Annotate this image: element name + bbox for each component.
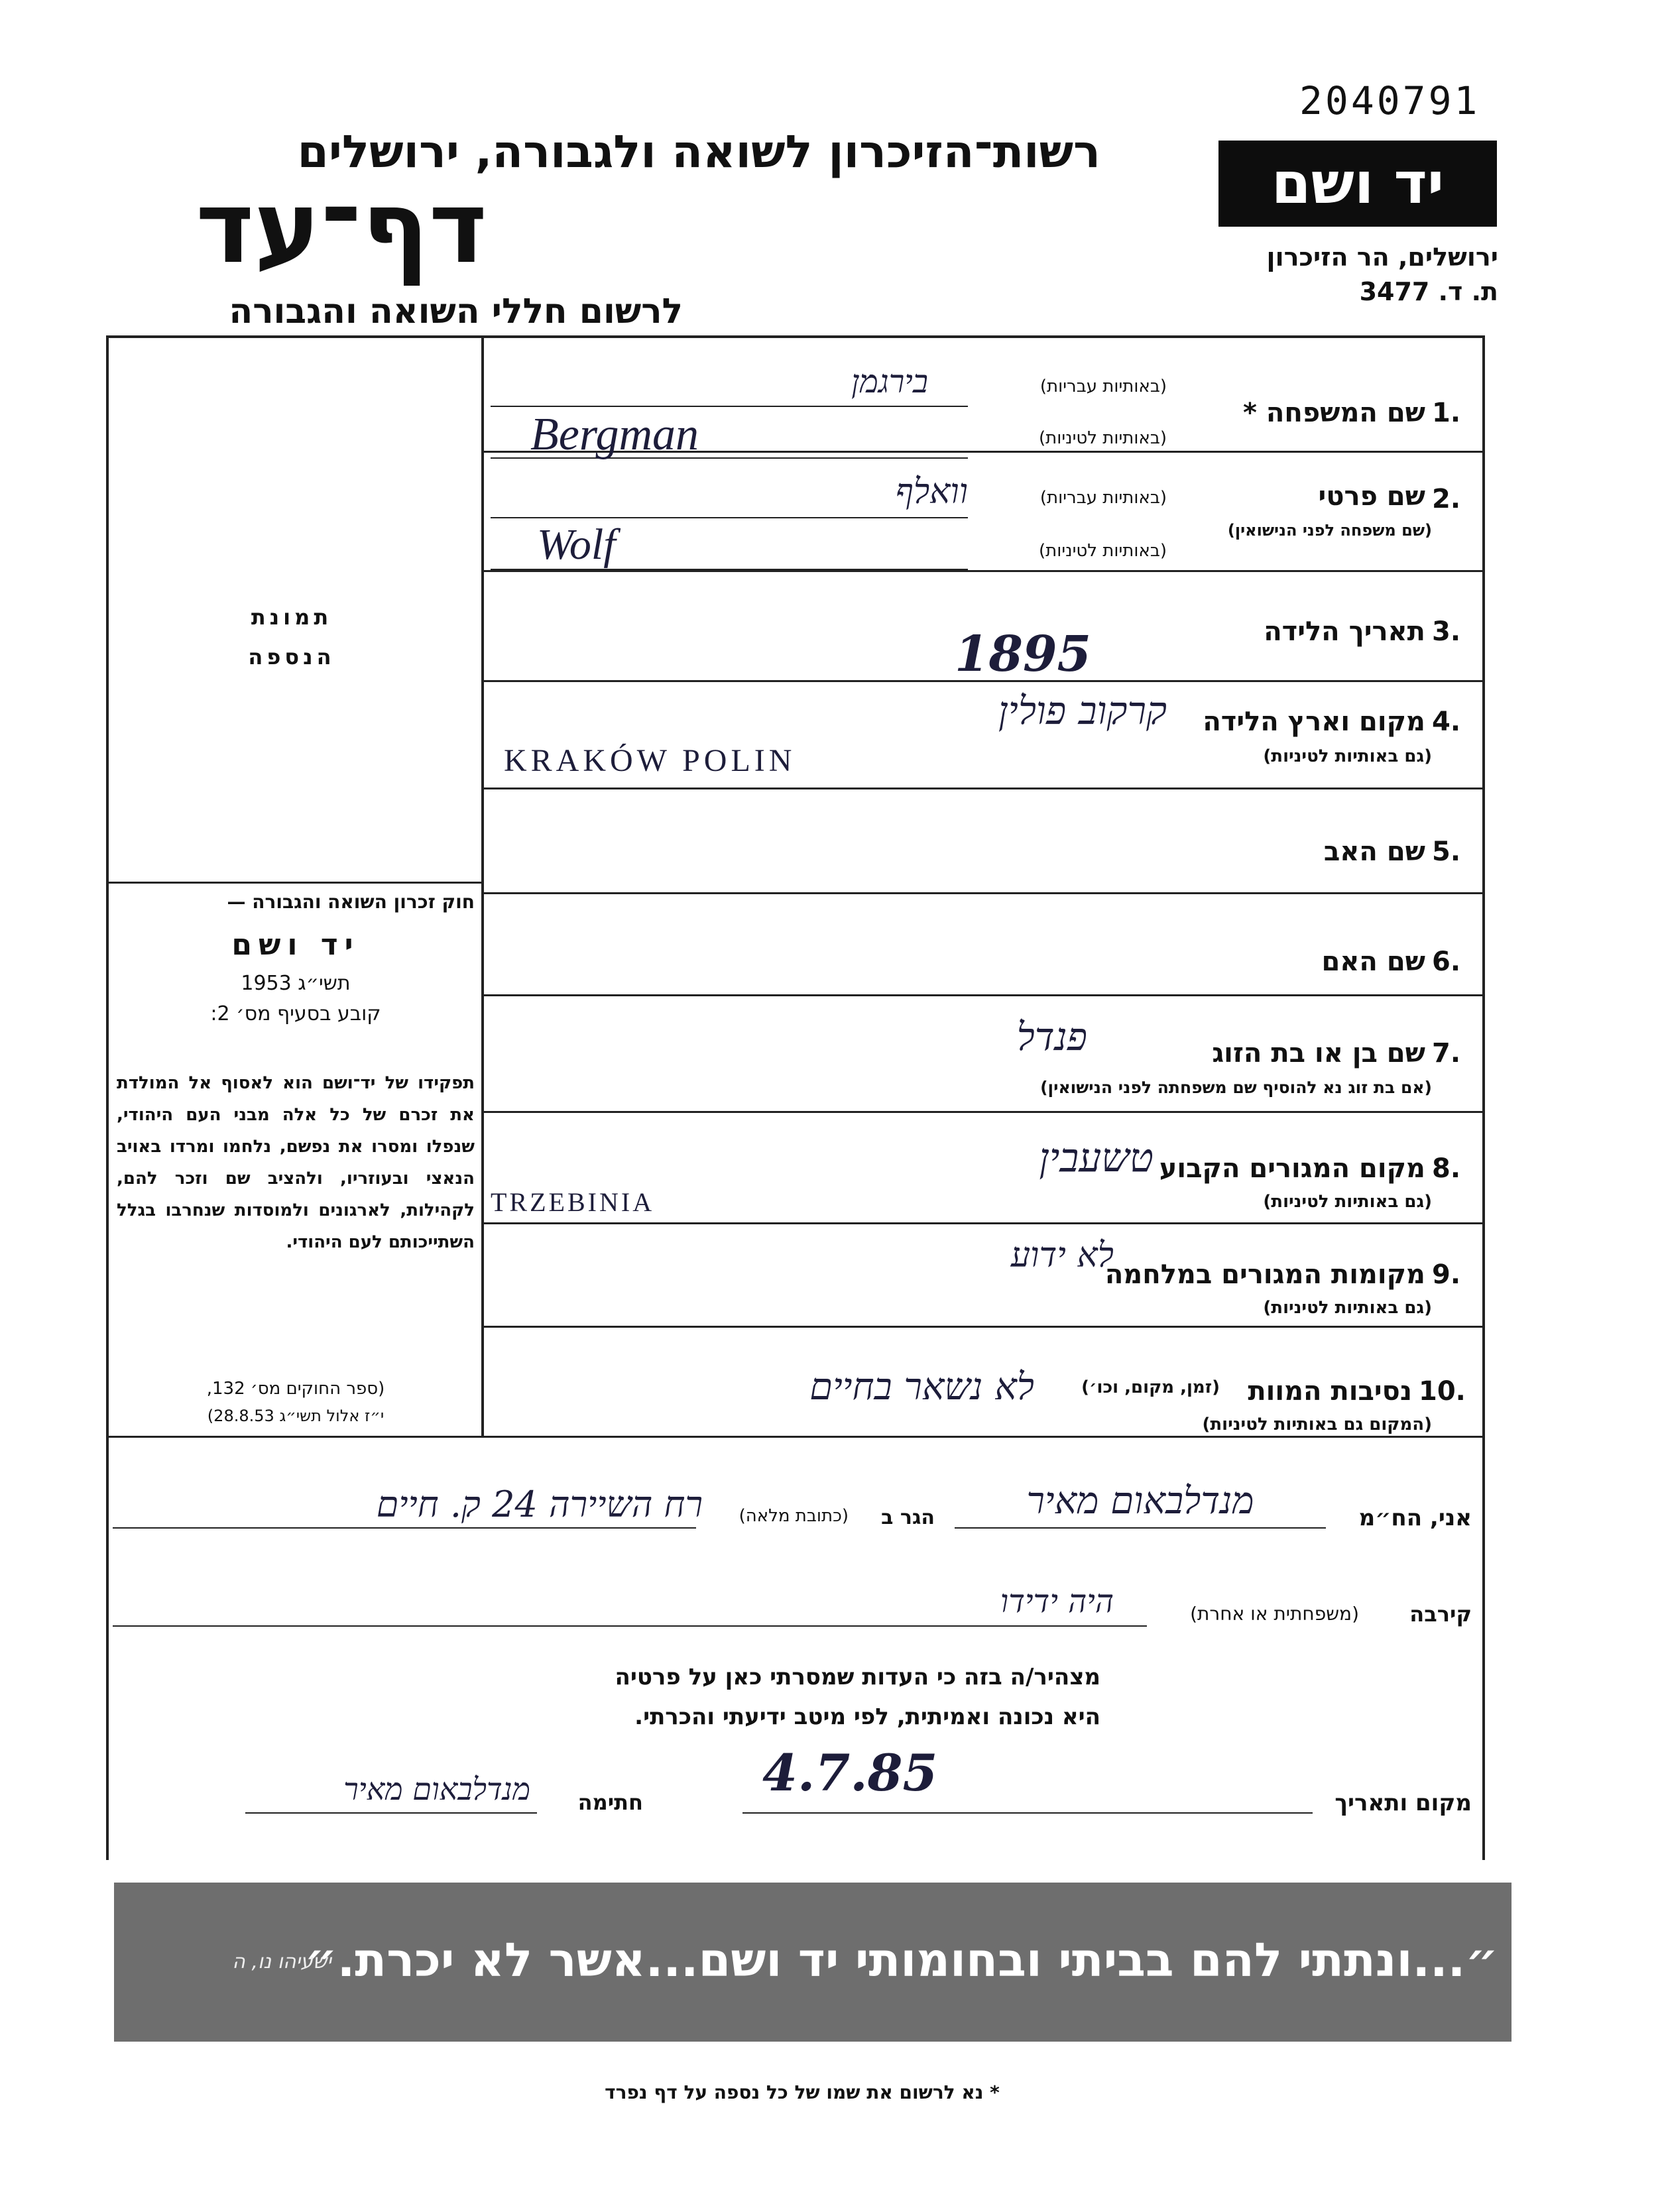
- law-text: תפקידו של יד־ושם הוא לאסוף אל המולדת את זכרם של כל אלה מבני העם היהודי, שנפלו ומסרו את נפשם, נלחמו ומרדו באויב הנאצי ובעוזריו, ולהציב שם וזכר להם, לקהילות, לארגונים ולמוסדות שנחרבו בגלל השתייכותם לעם היהודי.: [117, 1073, 475, 1252]
- field-4-sub: (גם באותיות לטיניות): [1263, 746, 1432, 766]
- place-date-label: מקום ותאריך: [1334, 1790, 1472, 1816]
- verse-text: ״...ונתתי להם בביתי ובחומותי יד ושם...אשר לא יכרת.״: [304, 1933, 1498, 1987]
- verse-reference: ישעיהו נו, ה: [232, 1950, 331, 1973]
- field-6-number: 6.: [1432, 947, 1461, 977]
- field-8-number: 8.: [1432, 1153, 1461, 1184]
- field-1-value-he: בירגמן: [851, 363, 928, 400]
- photo-label-1: תמונת: [251, 605, 333, 630]
- field-1-label: שם המשפחה *: [1243, 398, 1425, 428]
- field-3-label: תאריך הלידה: [1264, 616, 1425, 647]
- serial-number: 2040791: [1299, 78, 1480, 123]
- statement-line-1: מצהיר/ה בזה כי העדות שמסרתי כאן על פרטיה: [615, 1664, 1100, 1690]
- field-2-sub: (שם משפחה לפני הנישואין): [1227, 521, 1432, 540]
- field-7-sub: (אם בת זוג נא להוסיף שם משפחתה לפני הנישואין): [1040, 1078, 1432, 1097]
- logo-text: יד ושם: [1271, 150, 1445, 217]
- field-10-sub: (המקום גם באותיות לטיניות): [1202, 1415, 1432, 1434]
- field-8-label: מקום המגורים הקבוע: [1159, 1153, 1425, 1184]
- field-9-value: לא ידוע: [1010, 1236, 1114, 1275]
- footnote: * נא לרשום את שמו של כל נספה על דף נפרד: [605, 2081, 1000, 2103]
- signature-value: מנדלבאום מאיר: [343, 1771, 530, 1807]
- declaration-resides: הגר ב: [881, 1506, 935, 1529]
- field-1-hint-lat: (באותיות לטיניות): [1039, 428, 1167, 448]
- law-date: י״ז אלול תשי״ג 28.8.53): [207, 1407, 385, 1425]
- place-date-value: 4.7.85: [762, 1743, 938, 1802]
- statement-line-2: היא נכונה ואמיתית, לפי מיטב ידיעתי והכרתי.: [634, 1704, 1100, 1730]
- law-name: יד ושם: [231, 928, 360, 962]
- form-title: דף־עד: [196, 170, 487, 286]
- field-1-number: 1.: [1432, 398, 1461, 428]
- address-line-2: ת. ד. 3477: [1359, 277, 1498, 306]
- field-3-number: 3.: [1432, 616, 1461, 647]
- signature-label: חתימה: [577, 1790, 643, 1815]
- law-title: חוק זכרון השואה והגבורה —: [227, 891, 475, 913]
- field-7-value: פנדל: [1016, 1014, 1087, 1059]
- declaration-address-value: רח השיירה 24 ק. חיים: [376, 1484, 703, 1525]
- law-year: תשי״ג 1953: [241, 972, 351, 995]
- field-2-value-he: וואלף: [895, 472, 968, 512]
- field-9-sub: (גם באותיות לטיניות): [1263, 1298, 1432, 1318]
- field-8-value-lat: TRZEBINIA: [491, 1187, 655, 1217]
- photo-label-2: הנספה: [248, 644, 335, 669]
- field-8-sub: (גם באותיות לטיניות): [1263, 1192, 1432, 1212]
- field-10-number: 10.: [1419, 1376, 1466, 1407]
- authority-title: רשות־הזיכרון לשואה ולגבורה, ירושלים: [297, 126, 1100, 178]
- law-source: (ספר החוקים מס׳ 132,: [206, 1379, 385, 1399]
- field-7-number: 7.: [1432, 1038, 1461, 1069]
- declaration-address-hint: (כתובת מלאה): [739, 1506, 849, 1526]
- field-4-value-he: קרקוב פולין: [998, 688, 1167, 733]
- field-2-hint-he: (באותיות עבריות): [1039, 488, 1167, 508]
- field-7-label: שם בן או בת הזוג: [1212, 1038, 1425, 1069]
- yad-vashem-logo: [1218, 141, 1497, 227]
- field-5-label: שם האב: [1323, 837, 1425, 867]
- field-2-hint-lat: (באותיות לטיניות): [1039, 541, 1167, 561]
- field-6-label: שם האם: [1321, 947, 1425, 977]
- field-2-value-lat: Wolf: [537, 520, 616, 569]
- field-2-label: שם פרטי: [1318, 481, 1425, 512]
- field-8-value-he: טשעבין: [1039, 1135, 1154, 1181]
- relation-hint: (משפחתית או אחרת): [1190, 1603, 1359, 1625]
- field-2-number: 2.: [1432, 484, 1461, 514]
- field-4-number: 4.: [1432, 707, 1461, 737]
- field-4-label: מקום וארץ הלידה: [1203, 707, 1425, 737]
- field-9-number: 9.: [1432, 1259, 1461, 1290]
- field-10-label: נסיבות המוות: [1248, 1376, 1412, 1407]
- declaration-i-am: אני, הח״מ: [1358, 1505, 1472, 1531]
- field-3-value: 1895: [955, 626, 1091, 683]
- relation-label: קירבה: [1409, 1601, 1472, 1627]
- field-1-value-lat: Bergman: [530, 409, 699, 460]
- field-9-label: מקומות המגורים במלחמה: [1104, 1259, 1425, 1290]
- form-subtitle: לרשום חללי השואה והגבורה: [229, 292, 683, 331]
- field-10-value: לא נשאר בחיים: [809, 1366, 1034, 1409]
- field-10-hint: (זמן, מקום, וכו׳): [1081, 1377, 1220, 1397]
- relation-value: היה ידידו: [1000, 1583, 1114, 1620]
- declaration-name-value: מנדלבאום מאיר: [1026, 1480, 1254, 1523]
- law-clause: קובע בסעיף מס׳ 2:: [210, 1002, 381, 1025]
- address-line-1: ירושלים, הר הזיכרון: [1266, 243, 1498, 272]
- field-4-value-lat: KRAKÓW POLIN: [504, 743, 796, 778]
- field-1-hint-he: (באותיות עבריות): [1039, 377, 1167, 396]
- field-5-number: 5.: [1432, 837, 1461, 867]
